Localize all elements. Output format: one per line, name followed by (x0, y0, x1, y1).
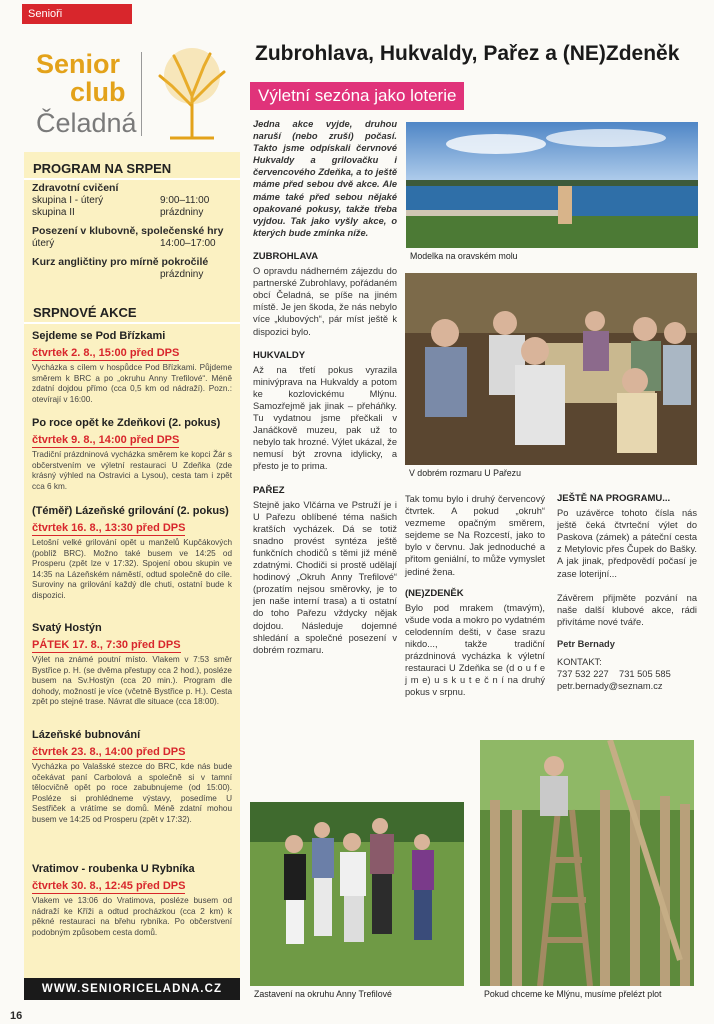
program-row (32, 195, 234, 207)
event-item (32, 330, 232, 405)
photo-group-table (405, 273, 697, 465)
event-item (32, 505, 232, 602)
photo-lake (406, 122, 698, 248)
page-number: 16 (10, 1010, 23, 1022)
actions-heading: SRPNOVÉ AKCE (24, 300, 240, 324)
event-date: čtvrtek 9. 8., 14:00 před DPS (32, 434, 180, 446)
article-subtitle: Výletní sezóna jako loterie (250, 82, 464, 110)
article-column-3 (557, 493, 697, 692)
program-club-time: 14:00–17:00 (160, 238, 216, 249)
contact-label: KONTAKT: (557, 657, 602, 668)
event-item (32, 863, 232, 938)
event-date: čtvrtek 23. 8., 14:00 před DPS (32, 746, 186, 758)
event-item (32, 417, 232, 492)
section-heading: JEŠTĚ NA PROGRAMU... (557, 493, 671, 504)
section-heading: (NE)ZDENĚK (405, 587, 464, 599)
event-title: Lázeňské bubnování (32, 729, 141, 741)
section-text: Po uzávěrce tohoto čísla nás ještě čeká čtvrteční výlet do Paskova (zámek) a páteční cesta z Metylovic přes Čupek do Bašky. A jak jinak, předpovědí počasí je zase loterijní... (557, 508, 697, 579)
author-name: Petr Bernady (557, 638, 615, 649)
event-date: PÁTEK 17. 8., 7:30 před DPS (32, 639, 181, 651)
article-intro: Jedna akce vyjde, druhou naruší (nebo zruší) počasí. Takto jsme odpískali červnové Hukvaldy a grilovačku i červencového Zdeňka, a to ještě máme před sebou dvě akce. Ale máme také před sebou nějaké opakované pokusy, takže třeba vyjdou. Tak jako vyšly akce, o kterých bude zmínka níže. (253, 119, 397, 238)
section-text: Tak tomu bylo i druhý červencový čtvrtek. A pokud „okruh“ vezmeme opačným směrem, sejdeme se Na Rozcestí, jako to bylo v červnu. Jak jednoduché a přitom geniální, to může vymyslet jediné žena. (405, 494, 545, 577)
event-date: čtvrtek 30. 8., 12:45 před DPS (32, 880, 186, 892)
program-list (32, 182, 234, 281)
program-group2-time: prázdniny (160, 207, 204, 218)
event-text: Letošní velké grilování opět u manželů Kupčákových (poblíž BRC). Možno také busem ve 14:25 od Prosperu (zpět lze v 17:32). Spojení obou skupin ve 14:35 na Lázeňském náměstí, odtud společně do cíle. Suroviny na grilování každý dle chuti, ostatní bude k dispozici. (32, 538, 232, 600)
section-text: Až na třetí pokus vyrazila minivýprava na Hukvaldy a potom ke kozlovickému Mlýnu. Samozřejmě jak jinak – přeháňky. Tu vydatnou jsme přečkali v Janáčkově muzeu, pak už to nebylo tak hrozné. Výlet ukázal, že nemusí být zrovna idylicky, a přesto je to prima. (253, 364, 397, 472)
website-url[interactable]: WWW.SENIORICELADNA.CZ (24, 978, 240, 1000)
program-row (32, 238, 234, 250)
section-text: O opravdu nádherném zájezdu do partnerské Zubrohlavy, pořádaném obcí Čeladná, se píše na jiném místě. Je jen škoda, že nás nebylo více „klubových“, pár míst ještě k dispozici bylo. (253, 266, 398, 337)
event-date: čtvrtek 2. 8., 15:00 před DPS (32, 347, 180, 359)
section-heading: HUKVALDY (253, 349, 306, 361)
program-exercise-title: Zdravotní cvičení (32, 182, 119, 194)
event-title: Po roce opět ke Zdeňkovi (2. pokus) (32, 417, 221, 429)
section-tag: Senioři (22, 4, 132, 24)
event-text: Vycházka s cílem v hospůdce Pod Břízkami. Půjdeme směrem k BRC a po „okruhu Anny Trefilové“. Méně zdatní dojdou přímo (cca 0,5 km od nádraží). Pozn.: otevírají v 16:00. (32, 363, 232, 404)
event-item (32, 729, 232, 826)
event-text: Vycházka po Valašské stezce do BRC, kde nás bude očekávat paní Carbolová a společně si v tamní tělocvičně opět po roce zabubnujeme (od 15:00). Posléze si prohlédneme výstavy, posedíme U Sestřiček a vrátíme se domů. Méně zdatní mohou busem ve 14:25 od Prosperu (zpět v 17:32). (32, 762, 232, 824)
article-column-2 (405, 493, 545, 699)
article-column-1 (253, 118, 397, 656)
photo-group-meadow (250, 802, 464, 986)
section-text: Bylo pod mrakem (tmavým), všude voda a mokro po vydatném celodenním dešti, v čase srazu nikdo..., takže tradiční prázdninová vycházka k výletní restauraci U Zdeňka se (d o u f e j m e) u s k u t e č n í na druhý pokus v srpnu. (405, 602, 545, 698)
photo-fence (480, 740, 694, 986)
phone-2: 731 505 585 (619, 669, 671, 680)
program-club-day: úterý (32, 238, 55, 249)
event-title: (Téměř) Lázeňské grilování (2. pokus) (32, 505, 229, 517)
program-english-title: Kurz angličtiny pro mírně pokročilé (32, 256, 209, 268)
program-group1-label: skupina I - úterý (32, 195, 104, 206)
photo-caption: Zastavení na okruhu Anny Trefilové (250, 986, 464, 1003)
photo-caption: V dobrém rozmaru U Pařezu (405, 465, 697, 482)
event-date: čtvrtek 16. 8., 13:30 před DPS (32, 522, 186, 534)
logo-divider (141, 52, 142, 136)
logo-line-1: Senior (36, 49, 121, 79)
logo-line-2: club (70, 77, 126, 107)
program-group1-time: 9:00–11:00 (160, 195, 210, 206)
program-english-time: prázdniny (160, 269, 204, 280)
program-club-title: Posezení v klubovně, společenské hry (32, 225, 224, 237)
contact-phones (557, 668, 697, 680)
section-heading: PAŘEZ (253, 484, 285, 496)
program-row (32, 207, 234, 219)
event-title: Svatý Hostýn (32, 622, 102, 634)
event-text: Tradiční prázdninová vycházka směrem ke kopci Žár s občerstvením ve výletní restauraci U Zdeňka (zde krásný výhled na Ostravici a Lysou), cesta tam i zpět cca 6 km. (32, 450, 232, 491)
tree-icon (150, 46, 234, 142)
event-item (32, 622, 232, 708)
event-title: Sejdeme se Pod Břízkami (32, 330, 166, 342)
article-title: Zubrohlava, Hukvaldy, Pařez a (NE)Zdeněk (255, 42, 680, 65)
program-group2-label: skupina II (32, 207, 75, 218)
event-text: Výlet na známé poutní místo. Vlakem v 7:53 směr Bystřice p. H. (se dvěma přestupy cca 2 hod.), posléze busem na Sv.Hostýn (cca 20 min.). Program dle dohody, možností je více (včetně Bystřice p. H.). Cesta zpět po stejné trase. Návrat dle situace (cca 18:00). (32, 655, 232, 707)
senior-club-logo (28, 44, 238, 148)
photo-caption: Modelka na oravském molu (406, 248, 698, 265)
section-heading: ZUBROHLAVA (253, 250, 319, 262)
section-text: Stejně jako Vlčárna ve Pstruží je i U Pařezu oblíbené téma našich kratších vycházek. Dá se totiž snadno provést syntéza ještě funkčních chodičů s těmi již méně zdatnými. Chodiči si prostě udělají hodinový „Okruh Anny Trefilové“ (prozatím nejsou směrovky, je to jen naše interní trasa) a ti ostatní do toho Pařezu vždycky nějak dojdou. Následuje dojemné shledání a společné posezení v dobrém rozmaru. (253, 499, 397, 655)
event-title: Vratimov - roubenka U Rybníka (32, 863, 195, 875)
closing-text: Závěrem přijměte pozvání na naše další klubové akce, rádi přivítáme nové tváře. (557, 592, 697, 627)
event-text: Vlakem ve 13:06 do Vratimova, posléze busem od nádraží ke Kříži a odtud procházkou (cca 2 km) k pěkné restauraci na břehu rybníka. Po občerstvení podobným způsobem cesta domů. (32, 896, 232, 937)
phone-1: 737 532 227 (557, 669, 609, 680)
program-row (32, 269, 234, 281)
program-heading: PROGRAM NA SRPEN (24, 156, 240, 180)
logo-line-3: Čeladná (36, 108, 137, 138)
contact-email[interactable]: petr.bernady@seznam.cz (557, 681, 663, 692)
photo-caption: Pokud chceme ke Mlýnu, musíme přelézt plot (480, 986, 694, 1003)
